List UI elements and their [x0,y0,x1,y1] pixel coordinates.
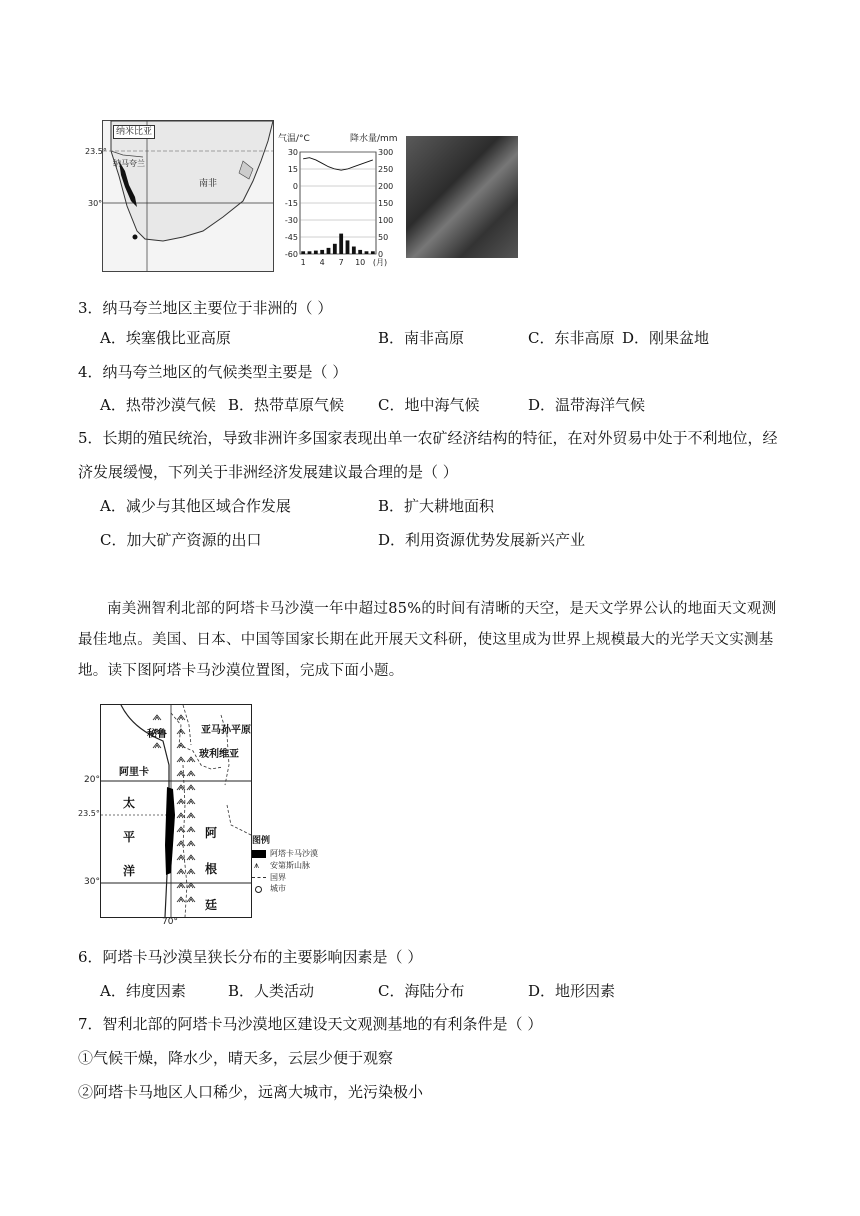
legend-city-icon [255,886,262,893]
legend-andes-label: 安第斯山脉 [270,861,310,870]
legend-city-label: 城市 [270,884,286,893]
map1-label-tropic: 23.5° [85,147,107,156]
southern-africa-map-svg [103,121,273,271]
q5-option-a[interactable]: A．减少与其他区域合作发展 [100,497,291,515]
q5-stem-line1: 5．长期的殖民统治，导致非洲许多国家表现出单一农矿经济结构的特征，在对外贸易中处于不利地位，经 [78,429,778,447]
temp-tick-label: -15 [284,199,298,208]
temp-tick-label: 15 [287,165,298,174]
q7-item-2: ②阿塔卡马地区人口稀少，远离大城市，光污染极小 [78,1083,424,1101]
map2-label-amazon: 亚马孙平原 [201,725,251,736]
q3-option-b[interactable]: B．南非高原 [378,329,465,347]
precip-bar [327,248,331,254]
andes-mountain-icon [177,813,185,818]
precip-tick-label: 50 [378,233,389,242]
legend-desert-swatch [252,850,266,858]
map2-lon70-label: 70° [162,917,178,927]
andes-mountain-icon [187,855,195,860]
month-tick-label: 10 [355,258,366,267]
andes-mountain-icon [187,785,195,790]
andes-mountain-icon [177,883,185,888]
andes-mountain-icon [187,897,195,902]
precip-bar [301,251,305,254]
q5-stem-line2: 济发展缓慢，下列关于非洲经济发展建议最合理的是（ ） [78,463,458,481]
q6-option-a[interactable]: A．纬度因素 [100,982,186,1000]
map2-lat20-label: 20° [84,775,100,785]
map1-label-namaqualand: 纳马夸兰 [113,159,145,168]
atacama-desert-shape [165,787,175,875]
temp-tick-label: 0 [292,182,298,191]
precip-bar [333,244,337,254]
precip-bar [346,240,350,254]
andes-mountain-icon [177,757,185,762]
andes-mountain-icon [187,827,195,832]
map2-lat30-label: 30° [84,877,100,887]
succulent-plant-photo [406,136,518,258]
legend-title: 图例 [252,836,271,846]
andes-mountain-icon [177,869,185,874]
precip-tick-label: 150 [378,199,394,208]
month-tick-label: 7 [338,258,344,267]
atacama-passage: 南美洲智利北部的阿塔卡马沙漠一年中超过85%的时间有清晰的天空，是天文学界公认的地面天文观测最佳地点。美国、日本、中国等国家长期在此开展天文科研，使这里成为世界上规模最大的光学天文实测基地。读下图阿塔卡马沙漠位置图，完成下面小题。 [78,601,777,679]
q3-option-c[interactable]: C．东非高原 [528,329,615,347]
precip-bar [320,250,324,254]
andes-mountain-icon [177,841,185,846]
map2-label-argentina-2: 根 [205,862,218,876]
map1-label-lat30: 30° [88,199,103,208]
q6-option-c[interactable]: C．海陆分布 [378,982,465,1000]
q4-option-c[interactable]: C．地中海气候 [378,396,480,414]
andes-mountain-icon [187,841,195,846]
precip-tick-label: 200 [378,182,394,191]
precip-tick-label: 250 [378,165,394,174]
temp-tick-label: -60 [284,250,298,259]
andes-mountain-icon [177,715,185,720]
q3-stem: 3．纳马夸兰地区主要位于非洲的（ ） [78,299,333,317]
month-tick-label: 4 [319,258,325,267]
precip-bar [352,247,356,254]
climate-chart [276,134,400,270]
temp-tick-label: -30 [284,216,298,225]
atacama-map-svg [101,705,251,917]
precip-tick-label: 300 [378,148,394,157]
q3-option-d[interactable]: D．刚果盆地 [622,329,710,347]
q6-option-d[interactable]: D．地形因素 [528,982,616,1000]
andes-mountain-icon [153,743,161,748]
andes-mountain-icon [187,883,195,888]
andes-mountain-icon [187,799,195,804]
atacama-location-map [100,704,252,918]
precip-bar [339,234,343,254]
map2-lat235-label: 23.5° [78,809,100,818]
legend-desert-label: 阿塔卡马沙漠 [270,849,318,858]
map1-label-south-africa: 南非 [199,179,218,189]
q6-option-b[interactable]: B．人类活动 [228,982,315,1000]
q4-stem: 4．纳马夸兰地区的气候类型主要是（ ） [78,363,348,381]
map1-label-namibia: 纳米比亚 [113,125,155,139]
precip-tick-label: 100 [378,216,394,225]
q6-stem: 6．阿塔卡马沙漠呈狭长分布的主要影响因素是（ ） [78,948,423,966]
border-peru-bolivia [171,713,223,769]
precip-bar [308,251,312,254]
map2-label-arica: 阿里卡 [119,767,149,778]
map2-label-pacific-1: 太 [123,796,136,810]
city-dot [133,235,138,240]
q5-option-d[interactable]: D．利用资源优势发展新兴产业 [378,531,586,549]
map2-label-argentina-1: 阿 [205,826,218,840]
map2-legend [252,836,336,916]
map2-label-pacific-3: 洋 [123,864,136,878]
q7-stem: 7．智利北部的阿塔卡马沙漠地区建设天文观测基地的有利条件是（ ） [78,1015,543,1033]
precip-bar [358,250,362,254]
month-tick-label: (月) [372,258,388,267]
andes-mountain-icon [187,869,195,874]
precip-axis-label: 降水量/mm [350,134,398,144]
q5-option-c[interactable]: C．加大矿产资源的出口 [100,531,262,549]
map2-label-pacific-2: 平 [123,830,136,844]
legend-border-line [252,877,266,878]
q7-item-1: ①气候干燥，降水少，晴天多，云层少便于观察 [78,1049,394,1067]
precip-bar [371,251,375,254]
legend-border-label: 国界 [270,873,286,882]
andes-mountain-icon [177,729,185,734]
andes-mountain-icon [187,757,195,762]
climate-chart-svg [276,134,400,270]
temperature-line [303,158,373,170]
andes-mountain-icon [187,771,195,776]
q4-option-d[interactable]: D．温带海洋气候 [528,396,646,414]
q5-option-b[interactable]: B．扩大耕地面积 [378,497,495,515]
precip-bar [314,251,318,254]
map2-label-bolivia: 玻利维亚 [199,749,239,760]
map2-label-peru: 秘鲁 [147,729,167,740]
temp-axis-label: 气温/°C [278,134,310,144]
precip-tick-label: 0 [378,250,384,259]
q3-option-a[interactable]: A．埃塞俄比亚高原 [100,329,231,347]
temp-tick-label: -45 [284,233,298,242]
legend-andes-icon: ⩚ [254,861,260,871]
andes-mountain-icon [187,813,195,818]
q4-option-b[interactable]: B．热带草原气候 [228,396,345,414]
month-tick-label: 1 [300,258,306,267]
temp-tick-label: 30 [287,148,298,157]
map2-label-argentina-3: 廷 [205,898,218,912]
andes-mountain-icon [177,799,185,804]
precip-bar [365,251,369,254]
andes-mountain-icon [153,715,161,720]
andes-mountain-icon [177,897,185,902]
q4-option-a[interactable]: A．热带沙漠气候 [100,396,216,414]
